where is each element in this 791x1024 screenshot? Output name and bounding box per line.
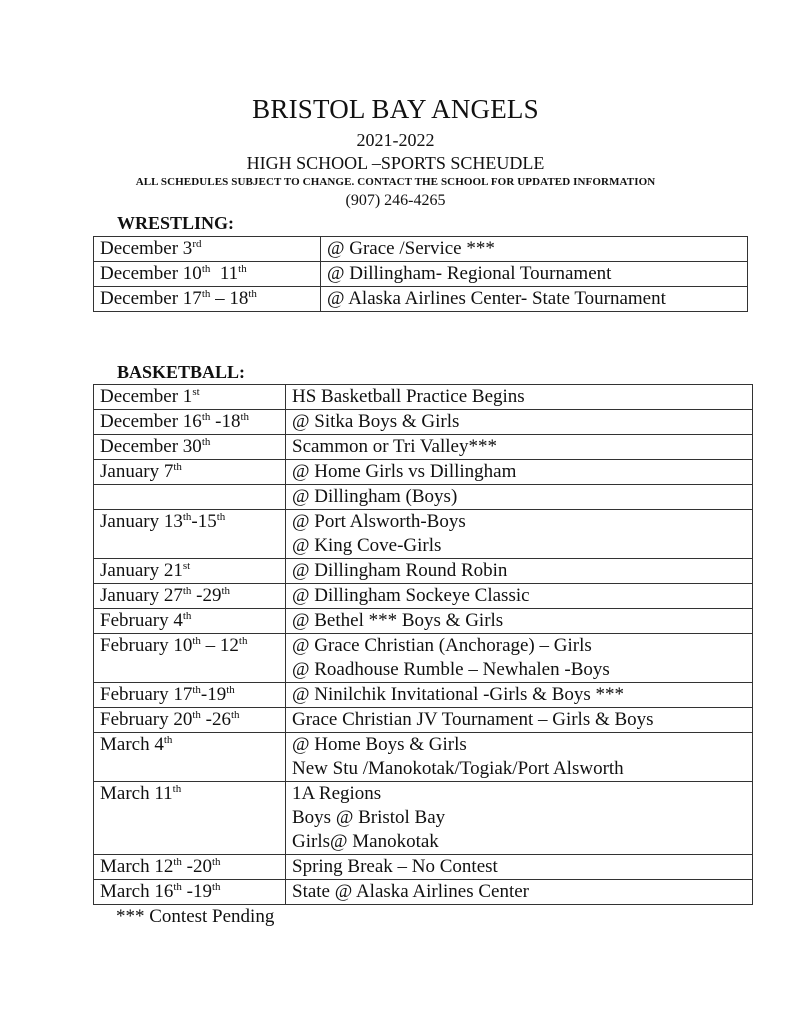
date-suffix: th — [192, 709, 201, 721]
basketball-row — [94, 683, 753, 708]
event-text: @ King Cove-Girls — [292, 535, 442, 556]
date-suffix: th — [221, 585, 231, 597]
date-text: March 11 — [100, 783, 173, 804]
event-text: @ Sitka Boys & Girls — [292, 411, 460, 432]
event-cell — [286, 609, 753, 634]
date-suffix: th — [248, 288, 257, 300]
date-text: March 4 — [100, 734, 164, 755]
basketball-row — [94, 559, 753, 584]
date-suffix: th — [240, 411, 250, 423]
date-cell — [94, 385, 286, 410]
date-text: January 7 — [100, 461, 174, 482]
date-cell — [94, 683, 286, 708]
wrestling-heading: WRESTLING: — [117, 213, 235, 233]
date-suffix: th — [216, 511, 226, 523]
basketball-row — [94, 782, 753, 855]
event-cell — [286, 880, 753, 905]
event-cell — [321, 287, 748, 312]
date-suffix: rd — [192, 238, 202, 250]
date-text: December 16 — [100, 411, 202, 432]
wrestling-row — [94, 287, 748, 312]
date-text: January 13 — [100, 511, 183, 532]
event-cell — [286, 460, 753, 485]
school-year: 2021-2022 — [356, 130, 435, 150]
date-suffix: th — [182, 585, 192, 597]
date-text: -18 — [210, 411, 241, 432]
event-cell — [286, 485, 753, 510]
date-text: January 27 — [100, 585, 183, 606]
event-cell — [286, 634, 753, 683]
basketball-row — [94, 609, 753, 634]
event-cell — [286, 435, 753, 460]
event-text: @ Home Girls vs Dillingham — [292, 461, 517, 482]
date-text: January 21 — [100, 560, 183, 581]
schedule-notice: ALL SCHEDULES SUBJECT TO CHANGE. CONTACT THE SCHOOL FOR UPDATED INFORMATION — [135, 176, 656, 188]
basketball-table — [93, 384, 753, 905]
date-text: February 4 — [100, 610, 183, 631]
date-text: -19 — [200, 684, 227, 705]
date-cell — [94, 510, 286, 559]
date-cell — [94, 559, 286, 584]
date-cell — [94, 708, 286, 733]
date-text: 11 — [210, 263, 239, 284]
event-text: @ Alaska Airlines Center- State Tournament — [327, 288, 666, 309]
date-suffix: th — [201, 411, 211, 423]
date-cell — [94, 855, 286, 880]
date-cell — [94, 262, 321, 287]
event-cell — [286, 410, 753, 435]
event-cell — [286, 510, 753, 559]
date-suffix: th — [173, 881, 182, 893]
event-cell — [286, 855, 753, 880]
event-text: @ Dillingham (Boys) — [292, 486, 458, 507]
event-text: @ Grace Christian (Anchorage) – Girls — [292, 635, 592, 656]
date-cell — [94, 460, 286, 485]
footnote: *** Contest Pending — [116, 906, 275, 927]
contact-phone: (907) 246-4265 — [345, 192, 446, 209]
date-suffix: st — [192, 386, 200, 398]
date-cell — [94, 782, 286, 855]
wrestling-row — [94, 262, 748, 287]
date-cell — [94, 287, 321, 312]
date-text: – 18 — [210, 288, 249, 309]
date-text: February 10 — [100, 635, 193, 656]
event-text: @ Roadhouse Rumble – Newhalen -Boys — [292, 659, 610, 680]
date-suffix: th — [172, 783, 182, 795]
event-cell — [286, 782, 753, 855]
event-text: @ Grace /Service *** — [327, 238, 495, 259]
event-text: @ Dillingham- Regional Tournament — [327, 263, 612, 284]
event-text: Spring Break – No Contest — [292, 856, 498, 877]
date-suffix: th — [173, 461, 182, 473]
date-suffix: th — [182, 610, 192, 622]
date-cell — [94, 237, 321, 262]
basketball-row — [94, 733, 753, 782]
event-text: @ Bethel *** Boys & Girls — [292, 610, 504, 631]
basketball-row — [94, 435, 753, 460]
date-text: December 3 — [100, 238, 193, 259]
date-cell — [94, 733, 286, 782]
date-suffix: th — [211, 856, 221, 868]
page-title: BRISTOL BAY ANGELS — [252, 94, 539, 124]
date-cell — [94, 634, 286, 683]
date-text: December 1 — [100, 386, 193, 407]
basketball-row — [94, 880, 753, 905]
date-suffix: th — [201, 436, 211, 448]
date-suffix: st — [182, 560, 191, 572]
event-cell — [286, 385, 753, 410]
wrestling-row — [94, 237, 748, 262]
date-suffix: th — [192, 635, 201, 647]
basketball-row — [94, 385, 753, 410]
event-text: @ Dillingham Sockeye Classic — [292, 585, 530, 606]
date-text: -26 — [200, 709, 231, 730]
date-text: March 12 — [100, 856, 174, 877]
date-cell — [94, 435, 286, 460]
date-suffix: th — [201, 263, 211, 275]
date-text: December 30 — [100, 436, 202, 457]
event-cell — [321, 237, 748, 262]
event-text: State @ Alaska Airlines Center — [292, 881, 530, 902]
basketball-row — [94, 584, 753, 609]
event-text: 1A Regions — [292, 783, 382, 804]
basketball-heading: BASKETBALL: — [117, 362, 246, 382]
basketball-row — [94, 855, 753, 880]
date-cell — [94, 410, 286, 435]
event-text: @ Ninilchik Invitational -Girls & Boys *** — [292, 684, 625, 705]
date-cell — [94, 609, 286, 634]
date-text: December 17 — [100, 288, 202, 309]
basketball-row — [94, 708, 753, 733]
basketball-row — [94, 510, 753, 559]
page-subtitle: HIGH SCHOOL –SPORTS SCHEUDLE — [246, 153, 545, 173]
event-text: New Stu /Manokotak/Togiak/Port Alsworth — [292, 758, 624, 779]
event-text: @ Dillingham Round Robin — [292, 560, 508, 581]
date-suffix: th — [211, 881, 221, 893]
event-cell — [286, 733, 753, 782]
date-suffix: th — [201, 288, 211, 300]
event-text: HS Basketball Practice Begins — [292, 386, 525, 407]
date-suffix: th — [192, 684, 201, 696]
date-suffix: th — [182, 511, 192, 523]
date-suffix: th — [226, 684, 235, 696]
basketball-row — [94, 410, 753, 435]
basketball-row — [94, 485, 753, 510]
date-suffix: th — [173, 856, 182, 868]
basketball-row — [94, 634, 753, 683]
event-text: Scammon or Tri Valley*** — [292, 436, 497, 457]
date-text: -15 — [191, 511, 217, 532]
event-cell — [286, 559, 753, 584]
date-suffix: th — [163, 734, 173, 746]
date-cell — [94, 880, 286, 905]
date-cell — [94, 485, 286, 510]
wrestling-table — [93, 236, 748, 312]
event-cell — [321, 262, 748, 287]
event-text: Grace Christian JV Tournament – Girls & Boys — [292, 709, 654, 730]
date-text: -20 — [181, 856, 212, 877]
date-text: -19 — [181, 881, 212, 902]
event-cell — [286, 584, 753, 609]
date-text: -29 — [191, 585, 222, 606]
date-text: February 17 — [100, 684, 193, 705]
event-cell — [286, 683, 753, 708]
event-text: Girls@ Manokotak — [292, 831, 439, 852]
event-text: Boys @ Bristol Bay — [292, 807, 446, 828]
date-text: December 10 — [100, 263, 202, 284]
date-suffix: th — [238, 635, 248, 647]
date-text: March 16 — [100, 881, 174, 902]
event-text: @ Home Boys & Girls — [292, 734, 467, 755]
date-text: – 12 — [200, 635, 239, 656]
event-text: @ Port Alsworth-Boys — [292, 511, 466, 532]
basketball-row — [94, 460, 753, 485]
date-suffix: th — [230, 709, 240, 721]
event-cell — [286, 708, 753, 733]
date-text: February 20 — [100, 709, 193, 730]
date-cell — [94, 584, 286, 609]
date-suffix: th — [238, 263, 247, 275]
